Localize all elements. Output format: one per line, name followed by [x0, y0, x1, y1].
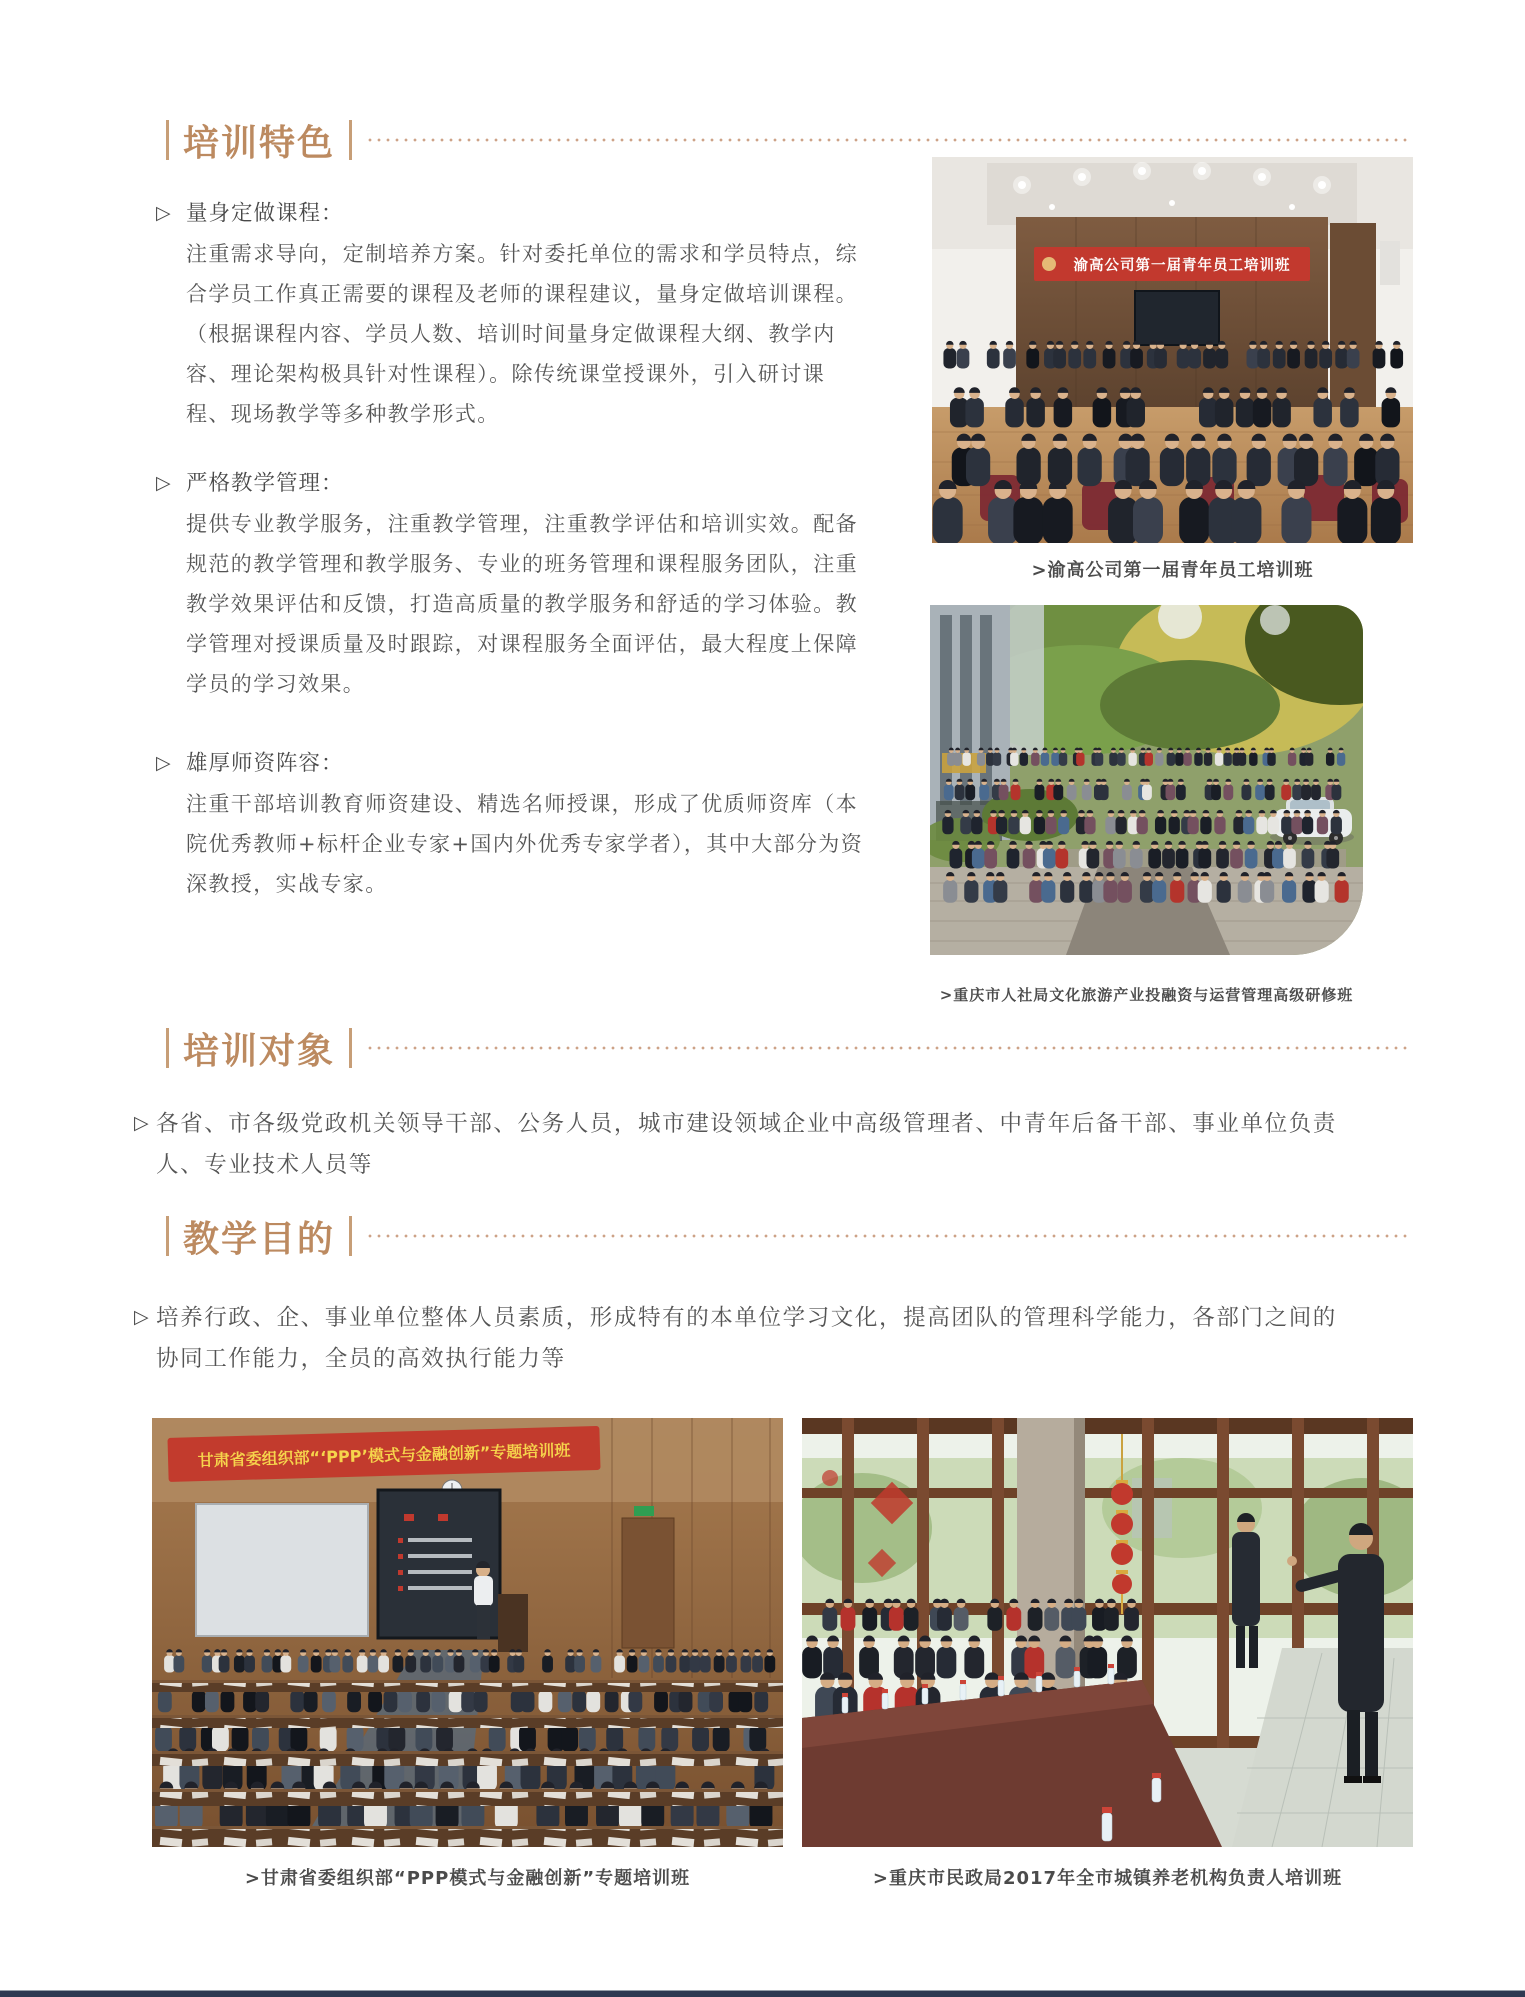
photo-1-illustration [932, 157, 1413, 543]
audience-text-line: 人、专业技术人员等 [156, 1152, 373, 1178]
feature-text-line: 学管理对授课质量及时跟踪，对课程服务全面评估，最大程度上保障 [186, 632, 858, 656]
photo-caption: >甘肃省委组织部“PPP模式与金融创新”专题培训班 [244, 1868, 691, 1889]
feature-text-line: 规范的教学管理和教学服务、专业的班务管理和课程服务团队，注重 [186, 552, 858, 576]
feature-text-line: 容、理论架构极具针对性课程）。除传统课堂授课外，引入研讨课 [186, 362, 826, 386]
feature-text-line: 院优秀教师+标杆企业专家+国内外优秀专家学者），其中大部分为资 [186, 832, 864, 856]
feature-text-line: 程、现场教学等多种教学形式。 [186, 402, 500, 426]
photo-caption: >重庆市人社局文化旅游产业投融资与运营管理高级研修班 [939, 986, 1354, 1004]
dotted-line [368, 1234, 1410, 1238]
purpose-text-line: 培养行政、企、事业单位整体人员素质，形成特有的本单位学习文化，提高团队的管理科学能力，各部门之间的 [156, 1305, 1337, 1331]
triangle-bullet-icon: ▷ [134, 1306, 149, 1328]
triangle-bullet-icon: ▷ [134, 1112, 149, 1134]
red-banner [1034, 247, 1310, 281]
audience-text-line: 各省、市各级党政机关领导干部、公务人员，城市建设领域企业中高级管理者、中青年后备干部、事业单位负责 [156, 1111, 1337, 1137]
title-divider-bar [166, 1216, 169, 1256]
purpose-item [134, 1298, 1337, 1380]
feature-heading: 严格教学管理： [186, 471, 344, 496]
triangle-bullet-icon: ▷ [156, 472, 171, 494]
feature-heading: 雄厚师资阵容： [186, 751, 344, 776]
triangle-bullet-icon: ▷ [156, 202, 171, 224]
photo-4-illustration [802, 1418, 1413, 1847]
photo-group-photo-outdoor [930, 605, 1363, 955]
title-divider-bar [349, 1028, 352, 1068]
whiteboard [196, 1504, 368, 1636]
title-divider-bar [349, 120, 352, 160]
feature-item-custom-courses [156, 194, 858, 434]
exit-sign [634, 1506, 654, 1516]
title-divider-bar [166, 120, 169, 160]
photo-2-illustration [930, 605, 1363, 955]
feature-text-line: 深教授，实战专家。 [186, 872, 388, 896]
audience-item [134, 1104, 1337, 1186]
section-title-purpose: 教学目的 [183, 1218, 336, 1260]
feature-text-line: 合学员工作真正需要的课程及老师的课程建议，量身定做培训课程。 [186, 282, 858, 306]
section-header-audience [166, 1024, 1410, 1072]
feature-text-line: 学员的学习效果。 [186, 672, 366, 696]
title-divider-bar [166, 1028, 169, 1068]
section-title-features: 培训特色 [183, 122, 336, 164]
feature-text-line: 提供专业教学服务，注重教学管理，注重教学评估和培训实效。配备 [186, 512, 858, 536]
triangle-bullet-icon: ▷ [156, 752, 171, 774]
banner-text: 渝高公司第一届青年员工培训班 [1073, 258, 1291, 274]
door [622, 1518, 674, 1648]
photo-3-illustration [152, 1418, 783, 1847]
section-title-audience: 培训对象 [183, 1030, 336, 1072]
dotted-line [368, 1046, 1410, 1050]
feature-text-line: 教学效果评估和反馈，打造高质量的教学服务和舒适的学习体验。教 [186, 592, 858, 616]
feature-text-line: （根据课程内容、学员人数、培训时间量身定做课程大纲、教学内 [186, 322, 836, 346]
photo-caption: >重庆市民政局2017年全市城镇养老机构负责人培训班 [872, 1868, 1343, 1889]
purpose-text-line: 协同工作能力，全员的高效执行能力等 [156, 1346, 566, 1372]
photo-yugao-training-class [932, 157, 1413, 543]
banner-text: 甘肃省委组织部“‘PPP’模式与金融创新”专题培训班 [197, 1440, 571, 1471]
title-divider-bar [349, 1216, 352, 1256]
section-header-purpose [166, 1212, 1410, 1260]
feature-heading: 量身定做课程： [186, 201, 344, 226]
page-bottom-edge [0, 1991, 1525, 1997]
feature-item-teaching-management [156, 464, 858, 704]
tv-screen [1135, 291, 1219, 345]
feature-text-line: 注重需求导向，定制培养方案。针对委托单位的需求和学员特点，综 [186, 242, 858, 266]
photo-gansu-ppp-training [152, 1418, 783, 1847]
dotted-line [368, 138, 1410, 142]
feature-item-faculty [156, 744, 863, 904]
photo-caption: >渝高公司第一届青年员工培训班 [1031, 560, 1314, 581]
feature-text-line: 注重干部培训教育师资建设、精选名师授课，形成了优质师资库（本 [186, 792, 858, 816]
photo-civil-affairs-training [802, 1418, 1413, 1847]
